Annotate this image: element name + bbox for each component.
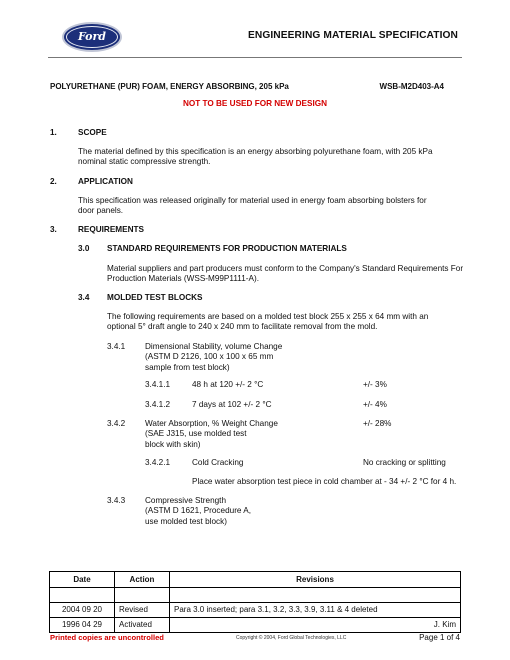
item-3-4-1-line3: sample from test block) [145,362,230,372]
item-3-4-2-value: +/- 28% [363,419,392,428]
item-3-4-3-line3: use molded test block) [145,516,227,526]
item-3-4-2-line1: Water Absorption, % Weight Change [145,419,278,428]
section-3-4-number: 3.4 [78,293,90,302]
item-3-4-1-1-value: +/- 3% [363,380,387,389]
cold-chamber-note: Place water absorption test piece in cold chamber at - 34 +/- 2 °C for 4 h. [192,477,457,486]
row-date: 2004 09 20 [50,603,115,618]
item-3-4-1-1-text: 48 h at 120 +/- 2 °C [192,380,264,389]
section-3-4-text: The following requirements are based on a molded test block 255 x 255 x 64 mm with an optional 5° draft angle to 240 x 240 mm to facilitate removal from the mold. [107,312,429,332]
item-3-4-2-description [145,419,278,450]
copyright-notice: Copyright © 2004, Ford Global Technologies, LLC [236,635,347,641]
section-1-heading: SCOPE [78,128,107,137]
header-action: Action [115,572,170,588]
section-2-text: This specification was released originally for material used in energy foam absorbing bolsters for door panels. [78,196,427,216]
item-3-4-3-description [145,496,251,527]
uncontrolled-copies-notice: Printed copies are uncontrolled [50,633,164,642]
item-3-4-1-line2: (ASTM D 2126, 100 x 100 x 65 mm [145,352,274,362]
item-3-4-1-2-number: 3.4.1.2 [145,400,171,409]
item-3-4-1-2-text: 7 days at 102 +/- 2 °C [192,400,272,409]
item-3-4-2-1-text: Cold Cracking [192,458,244,467]
section-3-0-heading: STANDARD REQUIREMENTS FOR PRODUCTION MATERIALS [107,244,347,253]
ford-logo [62,22,122,52]
revision-table [49,571,461,633]
section-1-number: 1. [50,128,57,137]
section-2-heading: APPLICATION [78,177,133,186]
item-3-4-2-1-value: No cracking or splitting [363,458,446,467]
item-3-4-3-number: 3.4.3 [107,496,126,505]
row-revisions: Para 3.0 inserted; para 3.1, 3.2, 3.3, 3.9, 3.11 & 4 deleted [170,603,461,618]
section-2-number: 2. [50,177,57,186]
item-3-4-1-number: 3.4.1 [107,342,126,351]
section-3-0-number: 3.0 [78,244,90,253]
row-initials: J. Kim [170,618,461,633]
section-3-number: 3. [50,225,57,234]
item-3-4-2-line3: block with skin) [145,439,201,449]
item-3-4-2-line2: (SAE J315, use molded test [145,429,247,439]
row-date: 1996 04 29 [50,618,115,633]
item-3-4-1-line1: Dimensional Stability, volume Change [145,342,283,351]
section-1-text: The material defined by this specification is an energy absorbing polyurethane foam, with 205 kPa nominal static compressive strength. [78,147,433,167]
item-3-4-1-1-number: 3.4.1.1 [145,380,171,389]
new-design-warning: NOT TO BE USED FOR NEW DESIGN [182,99,328,108]
header-revisions: Revisions [170,572,461,588]
ford-logo-text: Ford [66,26,118,48]
document-type-title: ENGINEERING MATERIAL SPECIFICATION [248,30,458,41]
spec-id: WSB-M2D403-A4 [379,82,444,91]
item-3-4-1-description [145,342,282,373]
item-3-4-3-line2: (ASTM D 1621, Procedure A, [145,506,252,516]
item-3-4-3-line1: Compressive Strength [145,496,226,505]
row-action: Activated [115,618,170,633]
section-3-0-text: Material suppliers and part producers must conform to the Company's Standard Requirements For Production Materials (WSS-M99P1111-A). [107,264,464,284]
item-3-4-2-number: 3.4.2 [107,419,126,428]
table-row-blank [50,588,461,603]
section-3-heading: REQUIREMENTS [78,225,144,234]
header-date: Date [50,572,115,588]
table-row [50,618,461,633]
row-action: Revised [115,603,170,618]
section-3-4-heading: MOLDED TEST BLOCKS [107,293,203,302]
item-3-4-1-2-value: +/- 4% [363,400,387,409]
table-row [50,603,461,618]
item-3-4-2-1-number: 3.4.2.1 [145,458,171,467]
revision-table-header [50,572,461,588]
spec-title: POLYURETHANE (PUR) FOAM, ENERGY ABSORBING, 205 kPa [50,82,289,91]
header-divider [48,57,462,58]
page-number: Page 1 of 4 [419,633,460,642]
